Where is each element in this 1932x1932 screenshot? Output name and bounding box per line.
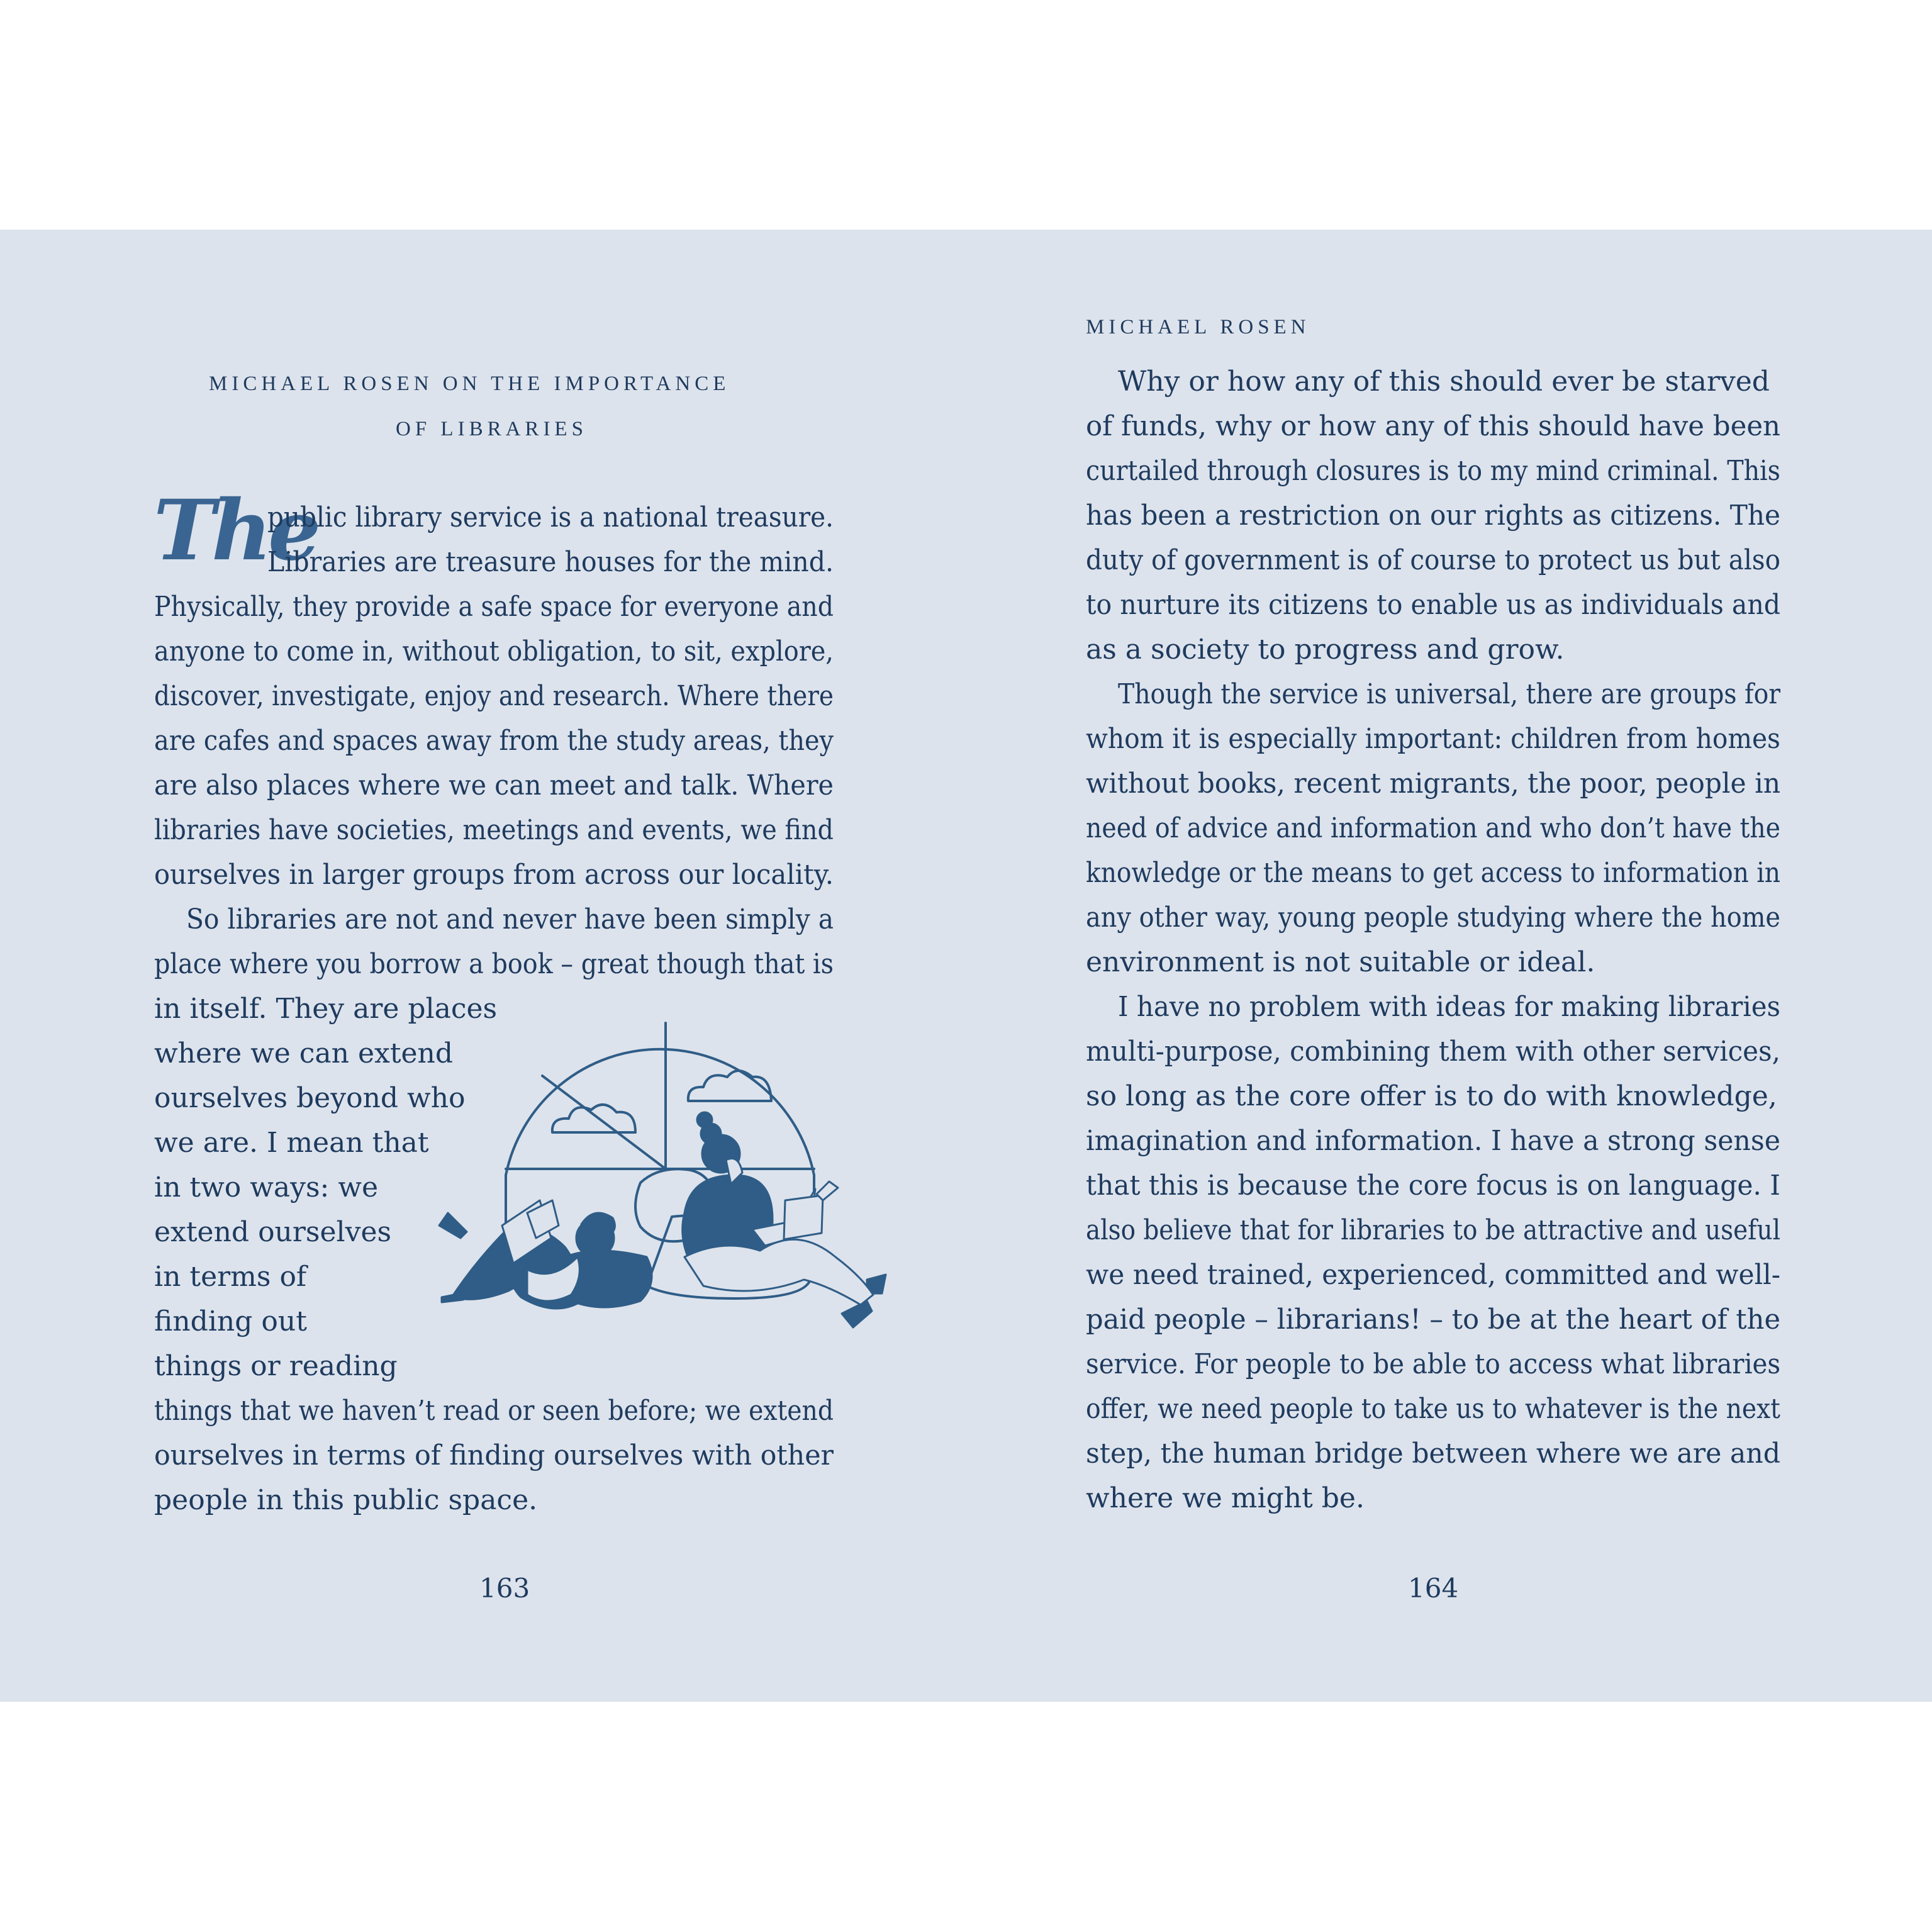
body-line: environment is not suitable or ideal.	[1086, 946, 1595, 978]
body-line: public library service is a national treasure.	[267, 501, 834, 533]
body-line: paid people – librarians! – to be at the heart of the	[1086, 1304, 1780, 1336]
body-line: finding out	[154, 1305, 307, 1337]
body-line: libraries have societies, meetings and events, we find	[154, 814, 834, 846]
body-line: where we can extend	[154, 1037, 454, 1069]
body-line: ourselves in larger groups from across our locality.	[154, 859, 834, 891]
body-line: people in this public space.	[154, 1484, 538, 1516]
body-line: curtailed through closures is to my mind criminal. This	[1086, 455, 1780, 487]
body-line: are also places where we can meet and talk. Where	[154, 769, 834, 801]
body-line: any other way, young people studying where the home	[1086, 902, 1780, 934]
body-line: has been a restriction on our rights as citizens. The	[1086, 500, 1781, 532]
body-line: I have no problem with ideas for making libraries	[1118, 991, 1780, 1023]
body-line: in two ways: we	[154, 1171, 379, 1203]
body-line: whom it is especially important: children from homes	[1086, 723, 1780, 755]
body-line: in itself. They are places	[154, 993, 498, 1025]
body-line: discover, investigate, enjoy and research. Where there	[154, 680, 834, 712]
body-line: things or reading	[154, 1350, 398, 1382]
body-line: without books, recent migrants, the poor, people in	[1086, 768, 1781, 800]
body-line: ourselves in terms of finding ourselves with other	[154, 1439, 834, 1471]
running-head: MICHAEL ROSEN	[1086, 316, 1310, 338]
body-line: in terms of	[154, 1261, 307, 1293]
body-line: as a society to progress and grow.	[1086, 634, 1565, 666]
body-line: Libraries are treasure houses for the mind.	[267, 546, 834, 578]
body-line: service. For people to be able to access what libraries	[1086, 1348, 1781, 1380]
body-line: So libraries are not and never have been simply a	[186, 903, 834, 935]
body-line: step, the human bridge between where we are and	[1086, 1438, 1781, 1470]
drop-cap: The	[154, 482, 318, 579]
chapter-heading-line-2: OF LIBRARIES	[396, 418, 588, 440]
body-line: anyone to come in, without obligation, to sit, explore,	[154, 635, 834, 667]
body-line: Though the service is universal, there are groups for	[1118, 678, 1781, 710]
body-line: imagination and information. I have a strong sense	[1086, 1125, 1780, 1157]
body-line: we need trained, experienced, committed and well-	[1086, 1259, 1781, 1291]
page-number-right: 164	[1408, 1573, 1459, 1604]
two-people-reading-by-round-window-icon	[433, 1018, 898, 1334]
page-number-left: 163	[479, 1573, 530, 1604]
chapter-heading-line-1: MICHAEL ROSEN ON THE IMPORTANCE	[209, 372, 730, 395]
body-line: multi-purpose, combining them with other services,	[1086, 1036, 1780, 1068]
body-line: extend ourselves	[154, 1216, 392, 1248]
body-line: so long as the core offer is to do with knowledge,	[1086, 1080, 1777, 1112]
body-line: where we might be.	[1086, 1482, 1365, 1514]
body-line: Why or how any of this should ever be starved	[1118, 366, 1770, 398]
body-line: to nurture its citizens to enable us as individuals and	[1086, 589, 1781, 621]
body-line: Physically, they provide a safe space for everyone and	[154, 591, 834, 623]
body-line: need of advice and information and who don’t have the	[1086, 812, 1781, 844]
body-line: of funds, why or how any of this should have been	[1086, 410, 1781, 442]
body-line: things that we haven’t read or seen before; we extend	[154, 1395, 834, 1427]
body-line: are cafes and spaces away from the study areas, they	[154, 725, 834, 757]
body-line: duty of government is of course to protect us but also	[1086, 544, 1780, 576]
body-line: that this is because the core focus is on language. I	[1086, 1170, 1780, 1202]
body-line: knowledge or the means to get access to information in	[1086, 857, 1781, 889]
body-line: we are. I mean that	[154, 1127, 429, 1159]
body-line: offer, we need people to take us to whatever is the next	[1086, 1393, 1780, 1425]
body-line: ourselves beyond who	[154, 1082, 466, 1114]
body-line: place where you borrow a book – great though that is	[154, 948, 834, 980]
body-line: also believe that for libraries to be attractive and useful	[1086, 1214, 1781, 1246]
